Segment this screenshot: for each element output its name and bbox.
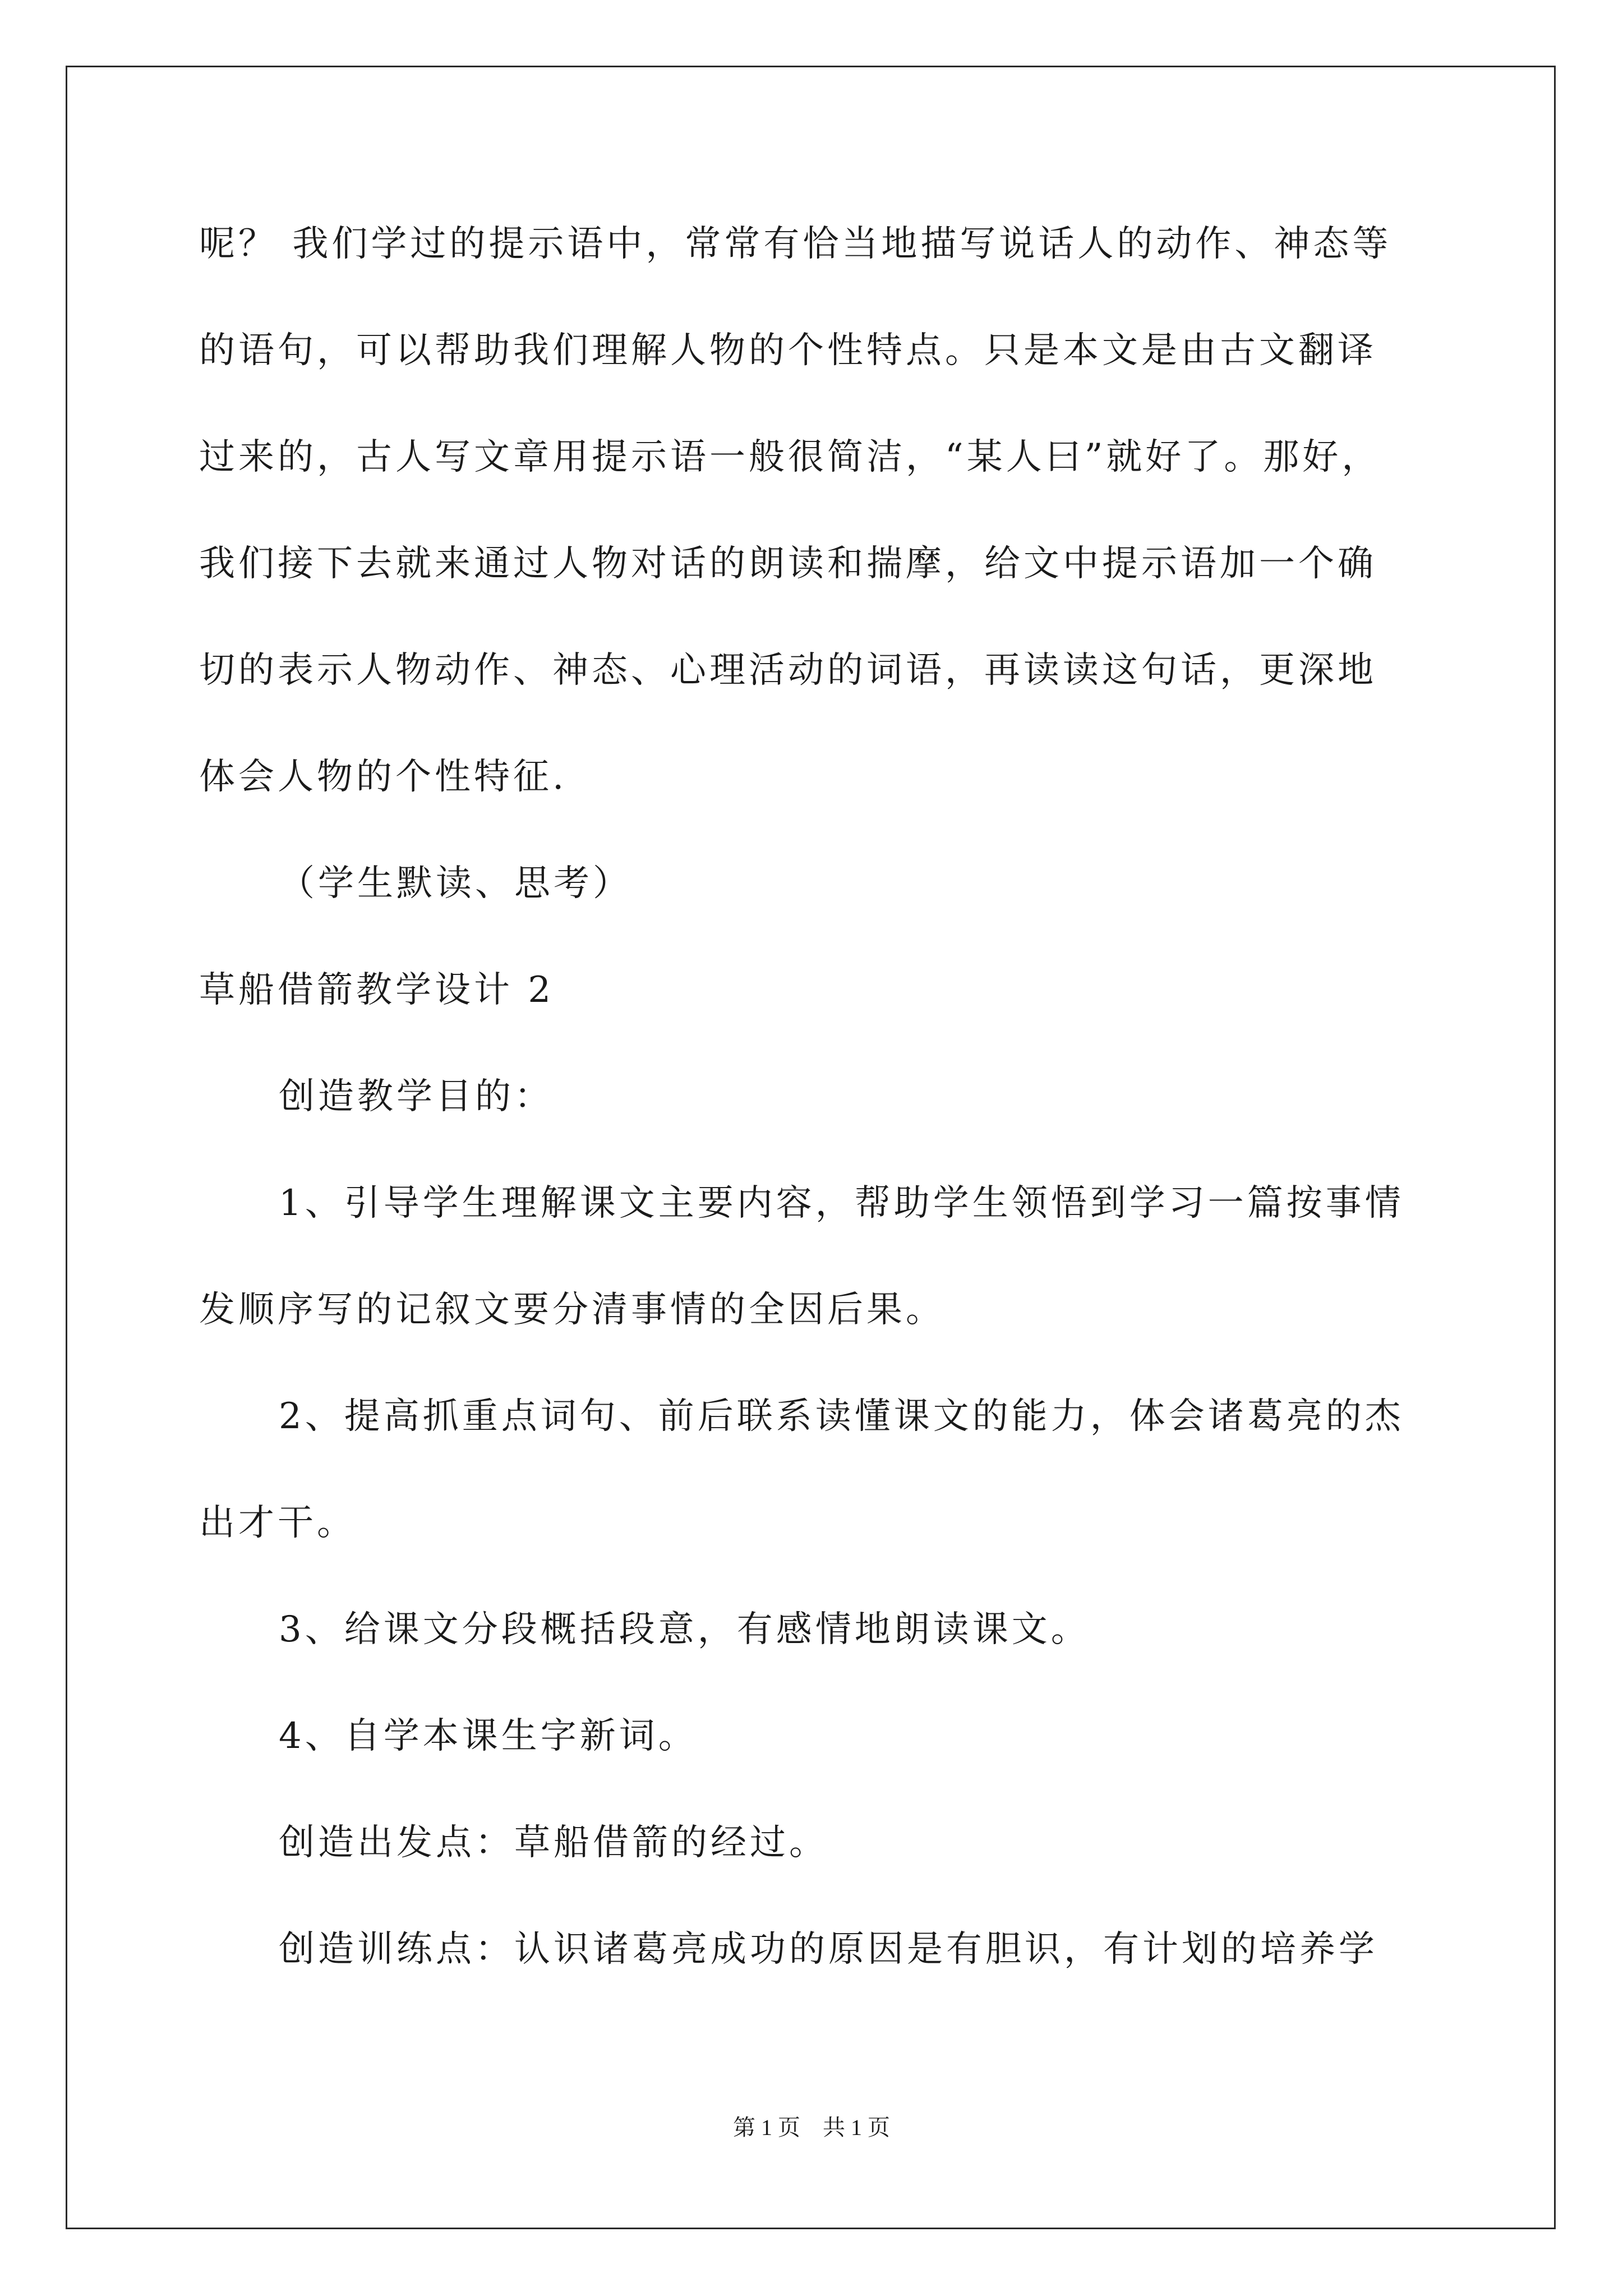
text-line: 发顺序写的记叙文要分清事情的全因后果。: [199, 1289, 945, 1331]
text-line: 4、自学本课生字新词。: [279, 1715, 698, 1757]
text-line: 的语句，可以帮助我们理解人物的个性特点。只是本文是由古文翻译: [199, 330, 1377, 371]
text-line: 切的表示人物动作、神态、心理活动的词语，再读读这句话，更深地: [199, 650, 1377, 691]
page-border: [66, 66, 1556, 2229]
text-line: 呢？ 我们学过的提示语中，常常有恰当地描写说话人的动作、神态等: [199, 223, 1392, 265]
section-heading: 草船借箭教学设计 2: [199, 969, 555, 1011]
text-line: 创造教学目的：: [279, 1076, 554, 1117]
text-line: 体会人物的个性特征.: [199, 756, 568, 798]
text-line: 2、提高抓重点词句、前后联系读懂课文的能力，体会诸葛亮的杰: [279, 1396, 1404, 1437]
text-line: 1、引导学生理解课文主要内容，帮助学生领悟到学习一篇按事情: [279, 1182, 1404, 1224]
text-line: 创造出发点：草船借箭的经过。: [279, 1822, 828, 1864]
text-line: 我们接下去就来通过人物对话的朗读和揣摩，给文中提示语加一个确: [199, 543, 1377, 585]
page-number-footer: 第 1 页 共 1 页: [733, 2115, 890, 2140]
text-line: 出才干。: [199, 1502, 356, 1544]
text-line: 过来的，古人写文章用提示语一般很简洁，“某人曰”就好了。那好，: [199, 436, 1381, 478]
text-line: 3、给课文分段概括段意，有感情地朗读课文。: [279, 1609, 1090, 1650]
text-line: （学生默读、思考）: [279, 863, 632, 904]
text-line: 创造训练点：认识诸葛亮成功的原因是有胆识，有计划的培养学: [279, 1929, 1378, 1970]
